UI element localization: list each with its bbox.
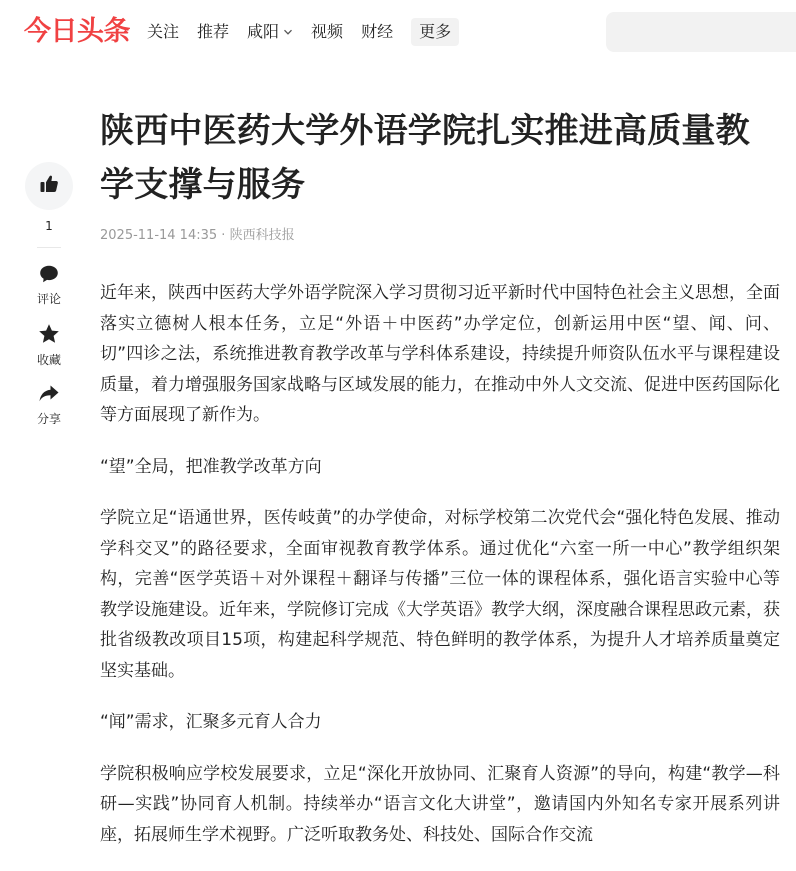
article-action-sidebar bbox=[24, 162, 74, 427]
nav-item-recommend[interactable]: 推荐 bbox=[197, 22, 230, 41]
thumb-up-icon bbox=[39, 174, 59, 198]
star-icon bbox=[38, 323, 60, 349]
nav-more-button[interactable]: 更多 bbox=[411, 18, 459, 46]
article-title: 陕西中医药大学外语学院扎实推进高质量教学支撑与服务 bbox=[100, 111, 750, 205]
publish-date: 2025-11-14 14:35 bbox=[100, 228, 218, 243]
sidebar-divider bbox=[37, 247, 61, 248]
article-paragraph: 学院积极响应学校发展要求，立足“深化开放协同、汇聚育人资源”的导向，构建“教学—科研—实践”协同育人机制。持续举办“语言文化大讲堂”，邀请国内外知名专家开展系列讲座，拓展师生学术视野。广泛听取教务处、科技处、国际合作交流 bbox=[100, 763, 780, 845]
share-button[interactable] bbox=[24, 384, 74, 427]
article-source[interactable]: 陕西科技报 bbox=[229, 228, 295, 243]
article-paragraph: 近年来，陕西中医药大学外语学院深入学习贯彻习近平新时代中国特色社会主义思想，全面落实立德树人根本任务，立足“外语＋中医药”办学定位，创新运用中医“望、闻、问、切”四诊之法，系统推进教育教学改革与学科体系建设，持续提升师资队伍水平与课程建设质量，着力增强服务国家战略与区域发展的能力，在推动中外人文交流、促进中医药国际化等方面展现了新作为。 bbox=[100, 283, 780, 425]
nav-item-xianyang-label: 咸阳 bbox=[247, 22, 280, 41]
nav-item-xianyang[interactable] bbox=[247, 18, 293, 46]
comment-label: 评论 bbox=[36, 292, 61, 306]
favorite-label: 收藏 bbox=[36, 353, 61, 367]
nav-item-follow[interactable]: 关注 bbox=[147, 22, 180, 41]
share-label: 分享 bbox=[36, 412, 61, 426]
like-count: 1 bbox=[45, 219, 53, 233]
comment-icon bbox=[39, 264, 59, 288]
article-meta bbox=[100, 226, 780, 246]
article-paragraph: 学院立足“语通世界，医传岐黄”的办学使命，对标学校第二次党代会“强化特色发展、推动学科交叉”的路径要求，全面审视教育教学体系。通过优化“六室一所一中心”教学组织架构，完善“医学英语＋对外课程＋翻译与传播”三位一体的课程体系，强化语言实验中心等教学设施建设。近年来，学院修订完成《大学英语》教学大纲，深度融合课程思政元素，获批省级教改项目15项，构建起科学规范、特色鲜明的教学体系，为提升人才培养质量奠定坚实基础。 bbox=[100, 508, 780, 681]
chevron-down-icon bbox=[283, 27, 293, 37]
toutiao-logo[interactable]: 今日头条 bbox=[24, 16, 130, 47]
comment-button[interactable] bbox=[24, 264, 74, 307]
article-container bbox=[100, 104, 780, 871]
top-navigation-bar bbox=[0, 0, 796, 64]
nav-item-video[interactable]: 视频 bbox=[311, 22, 344, 41]
meta-separator: · bbox=[221, 228, 226, 243]
search-input[interactable] bbox=[606, 12, 796, 52]
article-subheading: “闻”需求，汇聚多元育人合力 bbox=[100, 712, 322, 732]
favorite-button[interactable] bbox=[24, 323, 74, 368]
article-body bbox=[100, 278, 780, 850]
like-button[interactable] bbox=[25, 162, 73, 210]
nav-menu bbox=[147, 18, 477, 46]
nav-item-finance[interactable]: 财经 bbox=[361, 22, 394, 41]
article-subheading: “望”全局，把准教学改革方向 bbox=[100, 456, 322, 477]
share-icon bbox=[38, 384, 60, 408]
